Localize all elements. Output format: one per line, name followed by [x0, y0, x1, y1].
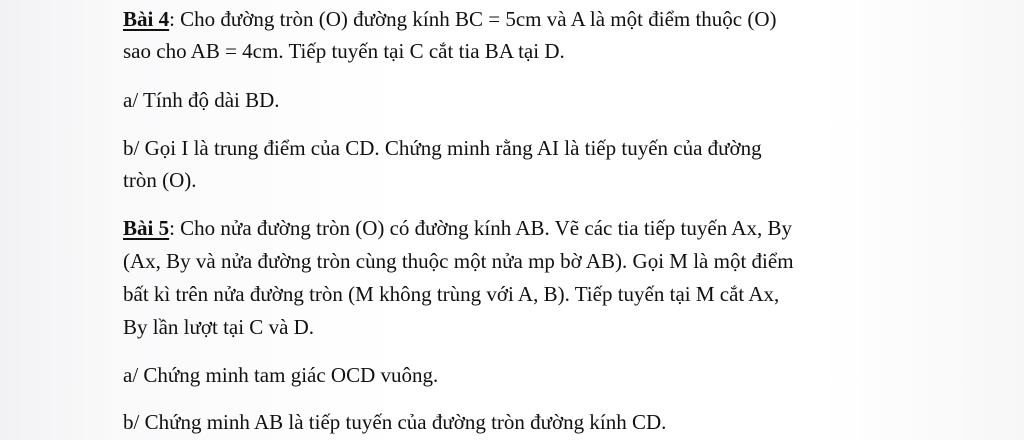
bai4-part-a: a/ Tính độ dài BD. [123, 88, 280, 112]
bai4-statement-text: : Cho đường tròn (O) đường kính BC = 5cm và A là một điểm thuộc (O) [169, 7, 777, 31]
bai4-statement-line-2: sao cho AB = 4cm. Tiếp tuyến tại C cắt tia BA tại D. [123, 39, 565, 63]
bai5-statement-line-1 [123, 212, 792, 244]
bai5-part-b: b/ Chứng minh AB là tiếp tuyến của đường tròn đường kính CD. [123, 410, 667, 434]
bai5-statement-line-3: bất kì trên nửa đường tròn (M không trùng với A, B). Tiếp tuyến tại M cắt Ax, [123, 282, 780, 306]
bai5-part-a: a/ Chứng minh tam giác OCD vuông. [123, 363, 439, 387]
bai5-statement-line-4: By lần lượt tại C và D. [123, 315, 315, 339]
bai5-statement-text: : Cho nửa đường tròn (O) có đường kính AB. Vẽ các tia tiếp tuyến Ax, By [169, 216, 792, 240]
bai5-statement-line-2: (Ax, By và nửa đường tròn cùng thuộc một nửa mp bờ AB). Gọi M là một điểm [123, 249, 794, 273]
bai4-statement-line-1 [123, 3, 777, 35]
bai4-part-b-line-1: b/ Gọi I là trung điểm của CD. Chứng minh rằng AI là tiếp tuyến của đường [123, 136, 762, 160]
bai5-label: Bài 5 [123, 216, 170, 240]
bai4-part-b-line-2: tròn (O). [123, 168, 197, 192]
bai4-label: Bài 4 [123, 7, 170, 31]
